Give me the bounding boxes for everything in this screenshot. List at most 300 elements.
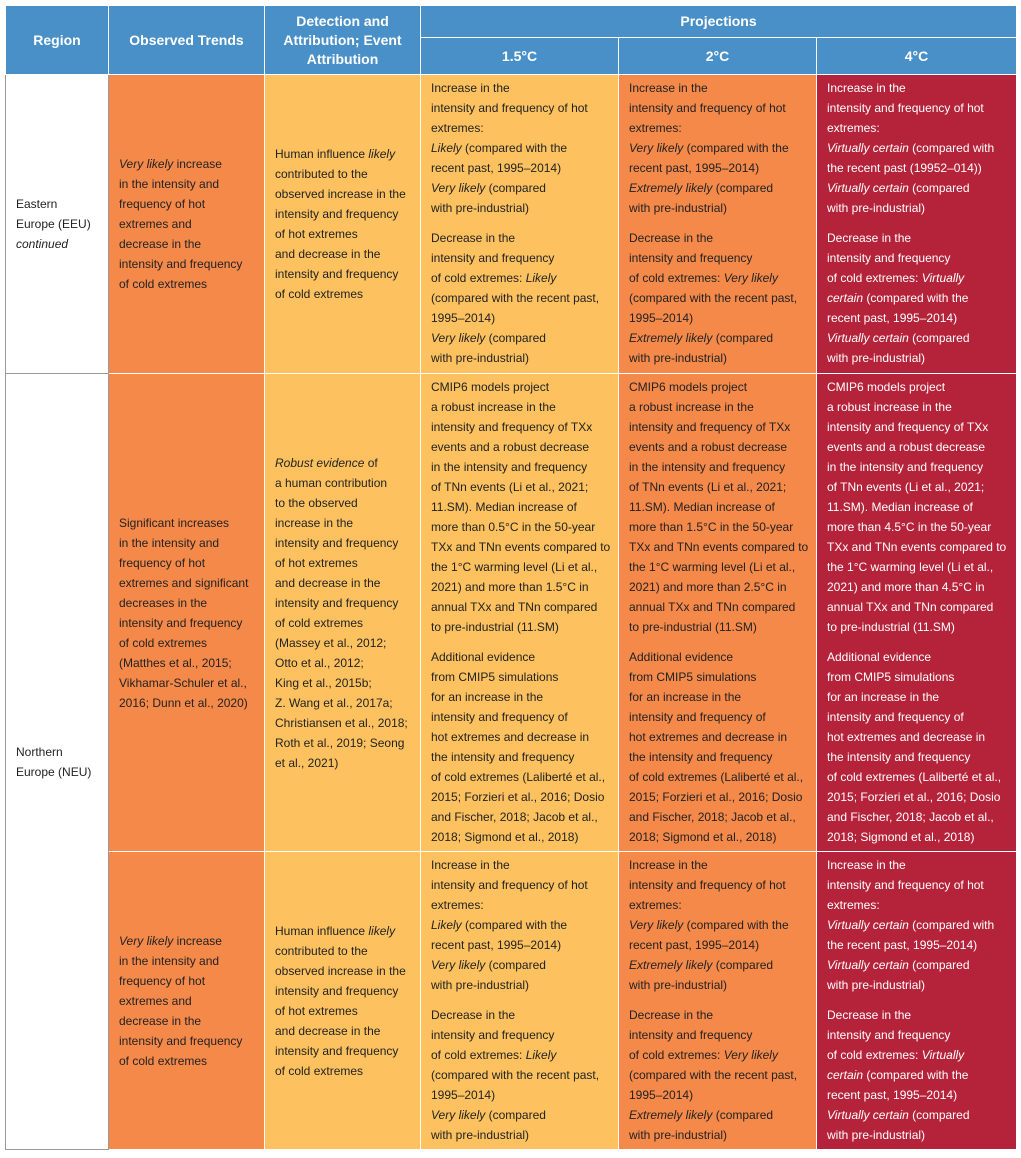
italic-term: Extremely likely	[629, 1108, 713, 1122]
italic-term: Very likely	[119, 157, 174, 171]
text-segment: (compared with the	[683, 918, 789, 932]
text-segment: (Massey et al., 2012;	[275, 635, 387, 650]
text-segment: the recent past, 1995–2014)	[827, 938, 978, 952]
text-line	[431, 855, 608, 875]
italic-term: Virtually	[921, 271, 965, 285]
text-line	[119, 1051, 254, 1071]
projection-paragraph	[431, 647, 608, 847]
text-segment: with pre-industrial)	[629, 351, 728, 365]
text-line	[629, 707, 806, 727]
text-segment: extremes and	[119, 993, 192, 1008]
projection-paragraph	[629, 228, 806, 368]
header-detection-line: Attribution; Event	[283, 31, 402, 48]
row-northern-europe-b	[6, 852, 1017, 1150]
text-segment: in the intensity and frequency	[827, 460, 984, 474]
text-segment: with pre-industrial)	[431, 201, 530, 215]
text-segment: of TNn events (Li et al., 2021;	[827, 480, 985, 494]
text-segment: (compared with the	[461, 918, 568, 932]
text-segment: CMIP6 models project	[431, 380, 550, 394]
text-segment: of cold extremes	[275, 287, 364, 301]
text-line	[119, 573, 254, 593]
text-line	[431, 1125, 608, 1145]
text-segment: 1995–2014)	[431, 1088, 496, 1102]
italic-term: Very likely	[431, 331, 486, 345]
text-segment: with pre-industrial)	[827, 1128, 926, 1142]
text-segment: annual TXx and TNn compared	[629, 600, 796, 614]
text-segment: intensity and frequency	[275, 595, 399, 610]
text-segment: TXx and TNn events compared to	[827, 540, 1007, 554]
text-segment: Additional evidence	[431, 650, 536, 664]
text-segment: to the observed	[275, 495, 358, 510]
text-segment: 11.SM). Median increase of	[827, 500, 973, 514]
text-segment: (compared	[485, 331, 546, 345]
text-line	[431, 138, 608, 158]
text-line	[629, 228, 806, 248]
text-line	[275, 633, 410, 653]
text-line	[275, 244, 410, 264]
text-segment: extremes:	[827, 898, 880, 912]
italic-term: Very likely	[431, 958, 486, 972]
text-line	[827, 767, 1006, 787]
text-line	[275, 204, 410, 224]
text-segment: and Fischer, 2018; Jacob et al.,	[827, 810, 994, 824]
text-segment: with pre-industrial)	[629, 1128, 728, 1142]
text-segment: (compared with the recent past,	[431, 291, 600, 305]
text-segment: Increase in the	[629, 81, 708, 95]
text-segment: observed increase in the	[275, 187, 406, 201]
text-line	[16, 194, 98, 214]
text-segment: with pre-industrial)	[827, 978, 926, 992]
text-segment: (compared	[712, 181, 774, 195]
text-line	[119, 234, 254, 254]
italic-term: Likely	[525, 271, 557, 285]
text-segment: intensity and frequency of	[431, 710, 568, 724]
text-line	[431, 1045, 608, 1065]
text-line	[275, 1001, 410, 1021]
text-line	[431, 78, 608, 98]
text-line	[431, 497, 608, 517]
text-line	[827, 557, 1006, 577]
text-segment: observed increase in the	[275, 963, 406, 978]
projection-1-5c-cell	[421, 374, 619, 852]
text-line	[119, 553, 254, 573]
text-segment: and decrease in the	[275, 1023, 381, 1038]
text-line	[431, 1025, 608, 1045]
text-segment: (compared	[712, 1108, 774, 1122]
text-segment: 2018; Sigmond et al., 2018)	[629, 830, 777, 844]
text-line	[827, 98, 1006, 118]
text-line	[827, 707, 1006, 727]
text-segment: 2021) and more than 4.5°C in	[827, 580, 985, 594]
text-line	[119, 951, 254, 971]
text-segment: of cold extremes	[119, 635, 208, 650]
text-line	[827, 228, 1006, 248]
text-segment: extremes:	[431, 898, 484, 912]
text-segment: more than 0.5°C in the 50-year	[431, 520, 596, 534]
text-segment: the 1°C warming level (Li et al.,	[827, 560, 994, 574]
observed-trends-cell	[109, 852, 265, 1150]
text-segment: with pre-industrial)	[431, 1128, 530, 1142]
text-line	[275, 673, 410, 693]
text-line	[629, 1085, 806, 1105]
text-segment: events and a robust decrease	[629, 440, 788, 454]
text-segment: frequency of hot	[119, 197, 206, 211]
text-segment: 1995–2014)	[629, 311, 694, 325]
text-segment: recent past, 1995–2014)	[629, 161, 760, 175]
italic-term: Very likely	[723, 1048, 778, 1062]
text-line	[827, 667, 1006, 687]
text-line	[827, 975, 1006, 995]
text-line	[629, 1105, 806, 1125]
text-segment: 11.SM). Median increase of	[629, 500, 775, 514]
text-line	[431, 895, 608, 915]
text-line	[275, 573, 410, 593]
text-segment: (compared	[908, 181, 970, 195]
text-segment: recent past, 1995–2014)	[431, 161, 562, 175]
italic-term: Very likely	[723, 271, 778, 285]
text-line	[431, 457, 608, 477]
text-segment: annual TXx and TNn compared	[431, 600, 598, 614]
text-line	[827, 687, 1006, 707]
text-line	[827, 855, 1006, 875]
text-line	[827, 747, 1006, 767]
text-line	[629, 308, 806, 328]
text-line	[827, 895, 1006, 915]
text-segment: 2021) and more than 1.5°C in	[431, 580, 589, 594]
text-segment: the 1°C warming level (Li et al.,	[629, 560, 796, 574]
text-line	[119, 613, 254, 633]
text-line	[629, 975, 806, 995]
text-segment: decrease in the	[119, 1013, 202, 1028]
text-line	[827, 288, 1006, 308]
text-segment: (compared	[908, 1108, 970, 1122]
text-line	[827, 1065, 1006, 1085]
text-segment: of cold extremes	[275, 615, 364, 630]
text-segment: events and a robust decrease	[431, 440, 590, 454]
text-segment: Christiansen et al., 2018;	[275, 715, 408, 730]
text-line	[629, 727, 806, 747]
italic-term: Very likely	[431, 1108, 486, 1122]
italic-term: Likely	[431, 141, 462, 155]
text-line	[431, 328, 608, 348]
text-segment: frequency of hot	[119, 555, 206, 570]
text-segment: CMIP6 models project	[629, 380, 748, 394]
row-eastern-europe	[6, 75, 1017, 374]
text-segment: (compared	[908, 958, 970, 972]
text-line	[629, 597, 806, 617]
text-segment: from CMIP5 simulations	[629, 670, 757, 684]
text-segment: extremes:	[629, 121, 682, 135]
text-segment: (compared	[712, 958, 774, 972]
text-line	[629, 348, 806, 368]
text-segment: a robust increase in the	[827, 400, 952, 414]
italic-term: likely	[368, 923, 396, 938]
text-line	[119, 274, 254, 294]
text-segment: of cold extremes:	[629, 1048, 724, 1062]
text-segment: the intensity and frequency	[827, 750, 971, 764]
text-line	[827, 497, 1006, 517]
italic-term: Virtually certain	[827, 918, 909, 932]
text-segment: and Fischer, 2018; Jacob et al.,	[629, 810, 796, 824]
text-segment: in the intensity and	[119, 177, 220, 191]
text-line	[431, 767, 608, 787]
text-line	[629, 477, 806, 497]
text-segment: contributed to the	[275, 943, 368, 958]
text-line	[629, 827, 806, 847]
text-line	[431, 288, 608, 308]
text-line	[827, 437, 1006, 457]
text-segment: intensity and frequency of TXx	[431, 420, 593, 434]
text-segment: increase in the	[275, 515, 354, 530]
text-segment: decrease in the	[119, 237, 202, 251]
header-4c: 4°C	[817, 38, 1017, 75]
text-segment: for an increase in the	[827, 690, 940, 704]
italic-term: Extremely likely	[629, 181, 713, 195]
text-segment: et al., 2021)	[275, 755, 339, 770]
projection-paragraph	[629, 855, 806, 995]
text-line	[275, 553, 410, 573]
italic-term: Very likely	[629, 141, 684, 155]
projection-2c-cell	[619, 75, 817, 374]
text-line	[431, 727, 608, 747]
text-line	[119, 991, 254, 1011]
projection-paragraph	[827, 78, 1006, 218]
text-segment: intensity and frequency	[119, 615, 243, 630]
text-line	[629, 78, 806, 98]
text-segment: the recent past (19952–014))	[827, 161, 982, 175]
italic-term: Very likely	[629, 918, 684, 932]
text-line	[827, 1085, 1006, 1105]
detection-attribution-cell	[265, 75, 421, 374]
text-line	[827, 915, 1006, 935]
text-segment: in the intensity and frequency	[431, 460, 588, 474]
text-line	[827, 617, 1006, 637]
text-segment: recent past, 1995–2014)	[827, 1088, 958, 1102]
text-line	[275, 613, 410, 633]
text-segment: decreases in the	[119, 595, 208, 610]
text-line	[431, 1085, 608, 1105]
text-line	[431, 228, 608, 248]
text-line	[827, 647, 1006, 667]
text-segment: from CMIP5 simulations	[431, 670, 559, 684]
text-line	[827, 787, 1006, 807]
text-segment: with pre-industrial)	[629, 978, 728, 992]
text-line	[119, 533, 254, 553]
text-line	[629, 687, 806, 707]
projection-1-5c-cell	[421, 852, 619, 1150]
text-line	[629, 1065, 806, 1085]
text-segment: (compared	[485, 958, 546, 972]
text-line	[827, 577, 1006, 597]
projection-4c-cell	[817, 75, 1017, 374]
text-segment: more than 1.5°C in the 50-year	[629, 520, 794, 534]
text-line	[275, 1041, 410, 1061]
text-line	[827, 827, 1006, 847]
text-segment: with pre-industrial)	[629, 201, 728, 215]
text-line	[275, 493, 410, 513]
text-segment: with pre-industrial)	[827, 351, 926, 365]
text-segment: with pre-industrial)	[827, 201, 926, 215]
text-segment: intensity and frequency	[275, 983, 399, 998]
italic-term: Virtually certain	[827, 958, 909, 972]
text-segment: Additional evidence	[629, 650, 734, 664]
text-segment: (compared	[485, 1108, 546, 1122]
text-segment: of cold extremes (Laliberté et al.,	[827, 770, 1002, 784]
text-line	[431, 118, 608, 138]
italic-term: certain	[827, 291, 864, 305]
text-segment: (compared	[485, 181, 546, 195]
text-line	[431, 617, 608, 637]
text-line	[275, 753, 410, 773]
text-line	[629, 377, 806, 397]
italic-term: Extremely likely	[629, 958, 713, 972]
text-segment: a human contribution	[275, 475, 388, 490]
text-segment: TXx and TNn events compared to	[629, 540, 809, 554]
text-segment: intensity and frequency of hot	[629, 101, 786, 115]
text-segment: intensity and frequency of hot	[431, 878, 588, 892]
text-segment: from CMIP5 simulations	[827, 670, 955, 684]
text-line	[629, 537, 809, 557]
projection-paragraph	[629, 377, 809, 637]
text-line	[431, 1065, 608, 1085]
italic-term: Robust evidence	[275, 455, 365, 470]
text-line	[827, 935, 1006, 955]
text-line	[431, 827, 608, 847]
text-line	[119, 653, 254, 673]
observed-trends-cell	[109, 374, 265, 852]
text-line	[827, 727, 1006, 747]
text-line	[629, 855, 806, 875]
projection-paragraph	[827, 1005, 1006, 1145]
text-line	[119, 513, 254, 533]
projection-paragraph	[431, 78, 608, 218]
text-segment: 2015; Forzieri et al., 2016; Dosio	[629, 790, 803, 804]
text-line	[431, 577, 608, 597]
header-observed-trends: Observed Trends	[109, 6, 265, 75]
text-line	[629, 437, 806, 457]
text-line	[275, 733, 410, 753]
text-segment: 11.SM). Median increase of	[431, 500, 577, 514]
text-segment: Northern	[16, 744, 63, 759]
text-segment: in the intensity and frequency	[629, 460, 786, 474]
projection-paragraph	[629, 78, 806, 218]
text-line	[629, 875, 806, 895]
italic-term: Virtually certain	[827, 331, 909, 345]
text-line	[629, 935, 806, 955]
text-line	[431, 597, 608, 617]
text-line	[827, 477, 1006, 497]
projection-paragraph	[431, 1005, 608, 1145]
text-line	[827, 348, 1006, 368]
text-line	[431, 178, 608, 198]
text-segment: Z. Wang et al., 2017a;	[275, 695, 393, 710]
text-line	[431, 477, 608, 497]
text-line	[431, 687, 608, 707]
text-line	[431, 557, 608, 577]
italic-term: Likely	[431, 918, 462, 932]
detection-attribution-cell	[265, 852, 421, 1150]
text-segment: extremes and	[119, 217, 192, 231]
text-segment: intensity and frequency of hot	[629, 878, 786, 892]
text-line	[119, 971, 254, 991]
text-segment: the intensity and frequency	[629, 750, 773, 764]
text-line	[275, 284, 410, 304]
text-segment: Decrease in the	[431, 231, 516, 245]
text-line	[16, 234, 98, 254]
text-segment: with pre-industrial)	[431, 351, 530, 365]
text-line	[431, 647, 608, 667]
italic-term: continued	[16, 237, 69, 251]
projection-paragraph	[827, 228, 1006, 368]
text-segment: 1995–2014)	[629, 1088, 694, 1102]
text-line	[629, 647, 806, 667]
text-line	[431, 98, 608, 118]
projection-paragraph	[827, 855, 1006, 995]
text-segment: in the intensity and	[119, 535, 220, 550]
text-line	[431, 308, 608, 328]
text-segment: intensity and frequency	[629, 251, 753, 265]
text-line	[431, 1105, 608, 1125]
text-segment: of cold extremes	[275, 1063, 364, 1078]
text-segment: (compared	[712, 331, 774, 345]
text-segment: of cold extremes:	[629, 271, 724, 285]
text-line	[629, 248, 806, 268]
text-segment: Increase in the	[629, 858, 708, 872]
text-line	[827, 178, 1006, 198]
text-segment: of cold extremes:	[827, 271, 922, 285]
text-segment: Additional evidence	[827, 650, 932, 664]
text-segment: of cold extremes	[119, 1053, 208, 1068]
header-detection-attribution	[265, 6, 421, 75]
text-line	[629, 98, 806, 118]
projections-table	[5, 5, 1017, 1150]
text-segment: hot extremes and decrease in	[431, 730, 590, 744]
text-line	[629, 288, 806, 308]
text-line	[275, 981, 410, 1001]
text-line	[275, 224, 410, 244]
text-segment: (compared with the recent past,	[629, 291, 798, 305]
text-line	[431, 198, 608, 218]
text-line	[827, 268, 1006, 288]
text-segment: intensity and frequency	[275, 267, 399, 281]
text-segment: events and a robust decrease	[827, 440, 986, 454]
text-segment: Increase in the	[431, 81, 510, 95]
text-line	[119, 633, 254, 653]
text-line	[119, 693, 254, 713]
text-segment: (compared with	[908, 141, 995, 155]
text-segment: of hot extremes	[275, 555, 358, 570]
text-line	[431, 747, 608, 767]
text-segment: the intensity and frequency	[431, 750, 575, 764]
italic-term: Virtually certain	[827, 1108, 909, 1122]
text-line	[827, 955, 1006, 975]
text-segment: King et al., 2015b;	[275, 675, 372, 690]
text-line	[275, 921, 410, 941]
text-segment: and decrease in the	[275, 575, 381, 590]
text-segment: Europe (NEU)	[16, 764, 92, 779]
text-line	[275, 184, 410, 204]
text-segment: intensity and frequency of hot	[827, 101, 984, 115]
text-segment: Decrease in the	[629, 231, 714, 245]
text-line	[827, 417, 1006, 437]
text-line	[275, 533, 410, 553]
text-segment: intensity and frequency	[629, 1028, 753, 1042]
text-segment: extremes:	[431, 121, 484, 135]
text-line	[629, 767, 806, 787]
text-segment: of cold extremes (Laliberté et al.,	[431, 770, 606, 784]
text-segment: increase	[173, 933, 222, 948]
text-line	[827, 328, 1006, 348]
